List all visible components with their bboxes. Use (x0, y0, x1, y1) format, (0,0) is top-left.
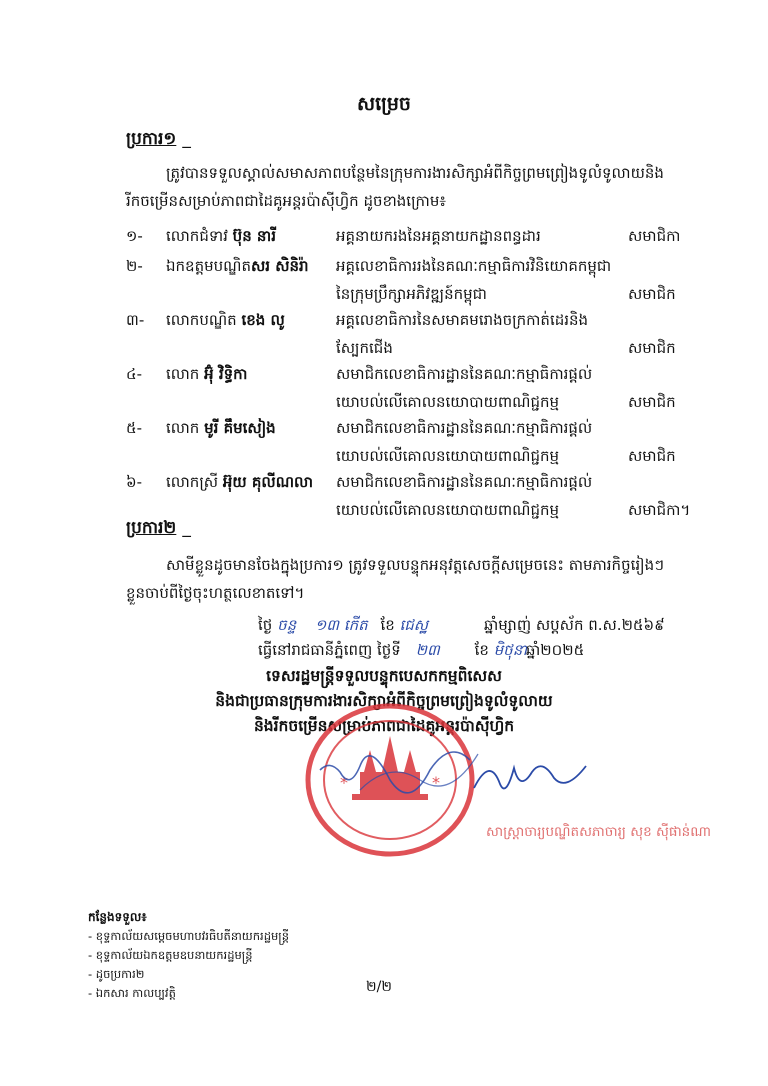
article-1-label: ប្រការ១ (126, 129, 177, 149)
signer-prefix: សាស្ត្រាចារ្យបណ្ឌិតសភាចារ្យ (486, 824, 626, 840)
member-name-bold: ខេង លូ (241, 311, 285, 329)
member-row (0, 311, 768, 371)
member-role: សមាជិកា។ (628, 501, 691, 519)
member-role: សមាជិកា (628, 227, 681, 245)
member-title: ឯកឧត្តមបណ្ឌិត (166, 257, 251, 275)
signer-name-line (486, 823, 711, 843)
member-position-cont: យោបល់លើគោលនយោបាយពាណិជ្ជកម្ម (336, 501, 560, 519)
lunar-month-label: ខែ (380, 616, 395, 634)
article-1-heading (126, 128, 191, 153)
signature-mark (470, 748, 590, 808)
member-number: ៣- (126, 311, 145, 329)
member-name (166, 257, 309, 279)
recipients-heading: កន្លែងទទួល៖ (88, 910, 147, 924)
signing-month: មិថុនា (493, 641, 527, 659)
lunar-date-line (258, 616, 428, 638)
member-row (0, 473, 768, 533)
article-2-para-line1: សាមីខ្លួនដូចមានចែងក្នុងប្រការ១ ត្រូវទទួលបន្ទុកអនុវត្តសេចក្តីសម្រេចនេះ តាមភារកិច្ចរៀងៗ (166, 556, 664, 574)
recipients-block (88, 908, 289, 1003)
article-2-dash: _ (182, 518, 191, 538)
article-1-dash: _ (182, 129, 191, 149)
member-position: អគ្គលេខាធិការនៃសមាគមរោងចក្រកាត់ដេរនិង (336, 311, 589, 329)
place-label: ធ្វើនៅរាជធានីភ្នំពេញ ថ្ងៃទី (258, 641, 401, 659)
member-number: ៤- (126, 365, 143, 383)
signing-day: ២៣ (415, 641, 440, 659)
official-seal (300, 700, 480, 860)
member-position: សមាជិកលេខាធិការដ្ឋាននៃគណៈកម្មាធិការផ្តល់ (336, 419, 593, 437)
article-1-para-line2: រីកចម្រើនសម្រាប់ភាពជាដៃគូអន្តរប៉ាស៊ីហ្វិក ដូចខាងក្រោម៖ (126, 192, 446, 210)
member-title: លោក (166, 419, 200, 437)
recipient-item: - ឯកសារ កាលប្បវត្តិ (88, 986, 176, 1000)
member-position-cont: នៃក្រុមប្រឹក្សាអភិវឌ្ឍន៍កម្ពុជា (336, 285, 487, 303)
member-title: លោក (166, 365, 200, 383)
page-number: ២/២ (366, 979, 392, 995)
member-number: ៥- (126, 419, 143, 437)
ministry-line-2: និងជាប្រធានក្រុមការងារសិក្សាអំពីកិច្ចព្រមព្រៀងទូលំទូលាយ (215, 692, 553, 710)
decision-title: សម្រេច (357, 93, 411, 115)
signer-name: សុខ ស៊ីផាន់ណា (630, 824, 712, 840)
member-position-cont: យោបល់លើគោលនយោបាយពាណិជ្ជកម្ម (336, 393, 560, 411)
member-name-bold: ប៊ុន នារី (232, 227, 276, 245)
member-row (0, 419, 768, 479)
member-number: ១- (126, 227, 143, 245)
member-name-bold: អ៊ុយ គុលីណលា (222, 473, 314, 491)
lunar-year: ឆ្នាំម្សាញ់ សប្តស័ក ព.ស.២៥៦៩ (484, 616, 665, 634)
member-position: អគ្គលេខាធិការរងនៃគណៈកម្មាធិការវិនិយោគកម្ពុជា (336, 257, 612, 275)
member-name (166, 365, 247, 387)
member-position-cont: ស្បែកជើង (336, 339, 393, 357)
member-name (166, 419, 276, 441)
member-name (166, 227, 276, 249)
ministry-line-1: ទេសរដ្ឋមន្ត្រីទទួលបន្ទុកបេសកកម្មពិសេស (266, 667, 502, 685)
lunar-date: ១៣ កើត (314, 616, 368, 634)
member-position: អគ្គនាយករងនៃអគ្គនាយកដ្ឋានពន្ធដារ (336, 227, 541, 245)
member-title: លោកជំទាវ (166, 227, 228, 245)
member-name (166, 473, 313, 495)
place-date-line (258, 641, 527, 663)
member-title: លោកបណ្ឌិត (166, 311, 237, 329)
member-row (0, 365, 768, 425)
member-position: សមាជិកលេខាធិការដ្ឋាននៃគណៈកម្មាធិការផ្តល់ (336, 365, 593, 383)
article-2-label: ប្រការ២ (126, 518, 177, 538)
member-role: សមាជិក (628, 393, 676, 411)
member-name-bold: អ៊ុំ វិទ្ធិកា (204, 365, 248, 383)
article-2-heading (126, 517, 191, 542)
recipient-item: - ខុទ្ទកាល័យឯកឧត្តមឧបនាយករដ្ឋមន្ត្រី (88, 948, 253, 962)
member-title: លោកស្រី (166, 473, 219, 491)
svg-text:*: * (340, 773, 348, 792)
article-2-para-line2: ខ្លួនចាប់ពីថ្ងៃចុះហត្ថលេខាតទៅ។ (126, 584, 305, 602)
member-name-bold: មូរី គឹមសៀង (204, 419, 276, 437)
article-1-para-line1: ត្រូវបានទទួលស្គាល់សមាសភាពបន្ថែមនៃក្រុមការងារសិក្សាអំពីកិច្ចព្រមព្រៀងទូលំទូលាយនិង (166, 164, 664, 182)
month-label: ខែ (474, 641, 489, 659)
ministry-line-3: និងរីកចម្រើនសម្រាប់ភាពជាដៃគូអន្តរប៉ាស៊ីហ្វិក (253, 717, 515, 735)
member-number: ២- (126, 257, 143, 275)
member-role: សមាជិក (628, 285, 676, 303)
recipient-item: - ដូចប្រការ២ (88, 967, 145, 981)
lunar-weekday: ចន្ទ (277, 616, 297, 634)
signing-year: ឆ្នាំ២០២៥ (526, 641, 585, 659)
recipient-item: - ខុទ្ទកាល័យសម្តេចមហាបវរធិបតីនាយករដ្ឋមន្ត្រី (88, 929, 290, 943)
member-number: ៦- (126, 473, 143, 491)
member-name (166, 311, 285, 333)
svg-text:*: * (432, 773, 440, 792)
member-name-bold: សរ សិនិរ៉ា (250, 257, 309, 275)
member-position: សមាជិកលេខាធិការដ្ឋាននៃគណៈកម្មាធិការផ្តល់ (336, 473, 593, 491)
member-row (0, 257, 768, 317)
member-position-cont: យោបល់លើគោលនយោបាយពាណិជ្ជកម្ម (336, 447, 560, 465)
member-role: សមាជិក (628, 339, 676, 357)
lunar-day-label: ថ្ងៃ (258, 616, 273, 634)
lunar-month: ជេស្ឋ (399, 616, 429, 634)
member-role: សមាជិក (628, 447, 676, 465)
